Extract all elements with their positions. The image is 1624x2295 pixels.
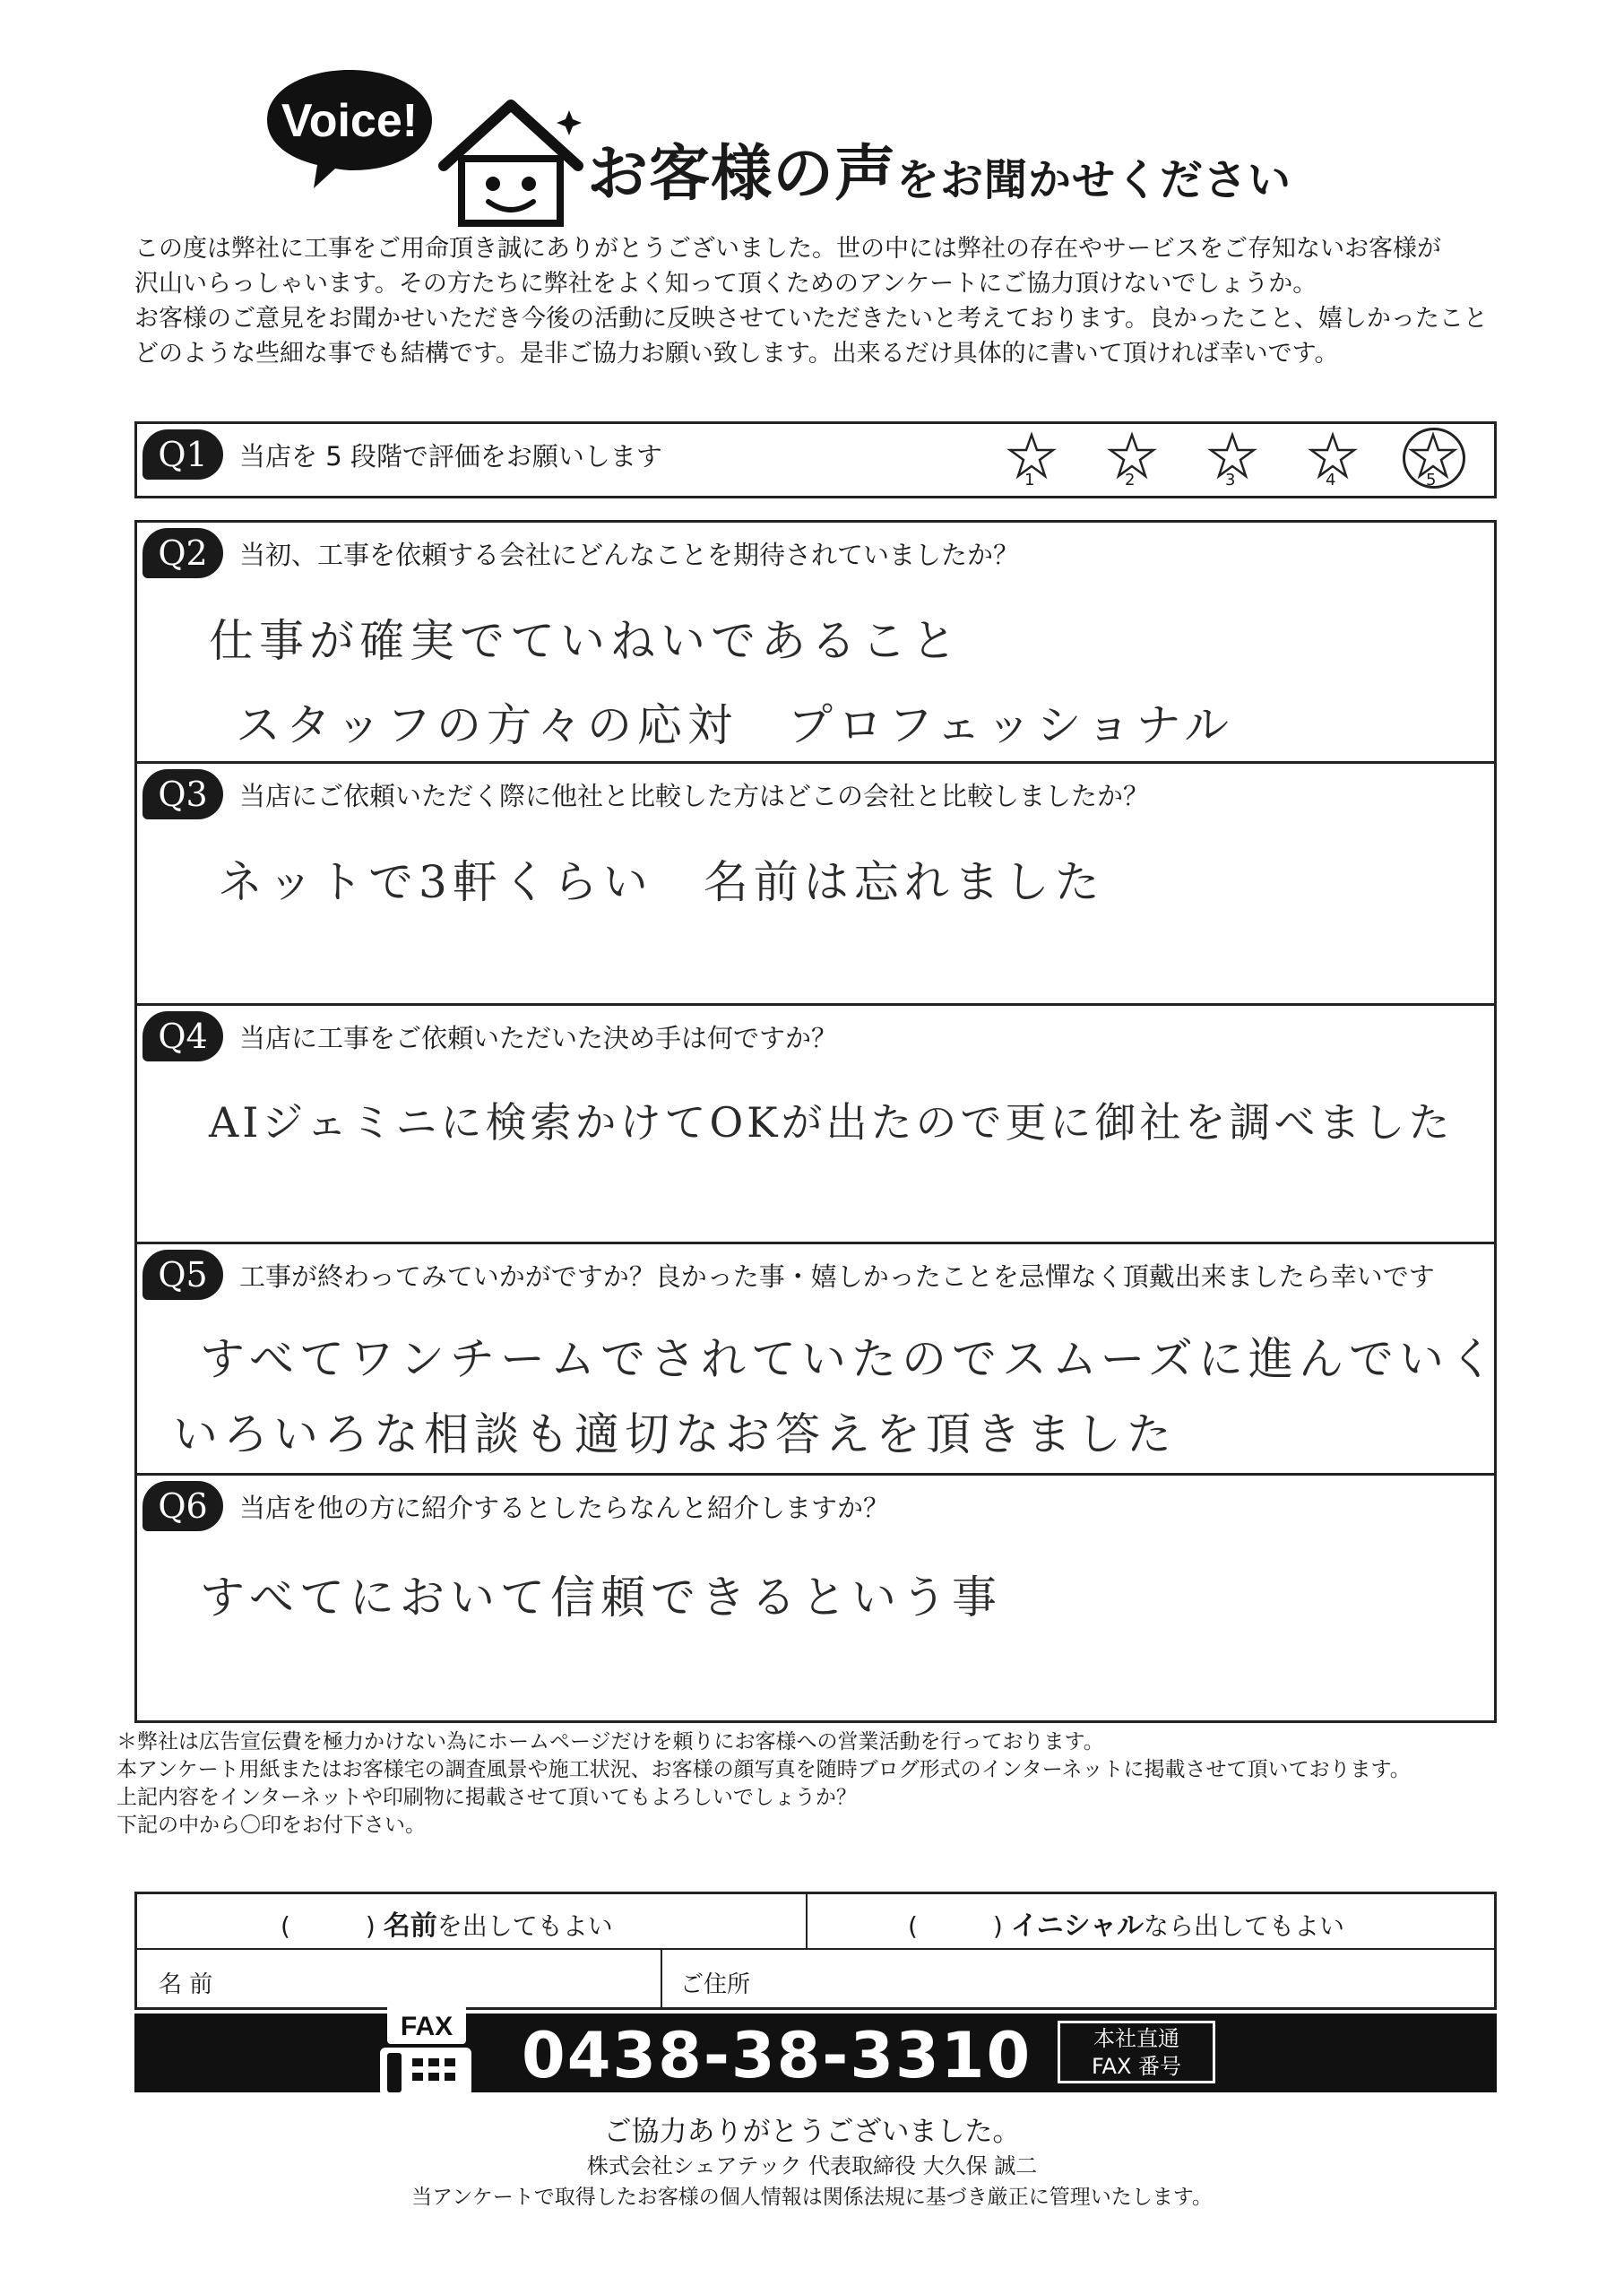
consent-option-initial[interactable]: ( ) イニシャルなら出してもよい	[908, 1910, 1344, 1942]
publication-notes	[117, 1728, 1411, 1840]
question-text: 当店にご依頼いただく際に他社と比較した方はどこの会社と比較しましたか？	[239, 780, 1150, 811]
consent-form	[134, 1892, 1497, 2010]
handwritten-answer: 仕事が確実でていねいであること	[209, 615, 962, 667]
smiling-house-icon	[435, 94, 587, 229]
star-icon-selected[interactable]	[1408, 431, 1458, 489]
handwritten-answer: いろいろな相談も適切なお答えを頂きました	[173, 1408, 1177, 1460]
question-number-badge: Q1	[143, 429, 223, 480]
svg-text:Voice!: Voice!	[281, 95, 419, 147]
question-6-box	[134, 1476, 1497, 1723]
star-icon[interactable]	[1107, 431, 1157, 489]
page-header	[260, 54, 1425, 215]
svg-text:FAX: FAX	[400, 2012, 454, 2041]
question-number-badge: Q5	[143, 1250, 223, 1300]
footer-thanks: ご協力ありがとうございました。	[603, 2116, 1021, 2148]
question-2-box	[134, 520, 1497, 764]
note-line: 下記の中から〇印をお付下さい。	[117, 1814, 426, 1837]
footer-company: 株式会社シェアテック 代表取締役 大久保 誠二	[586, 2153, 1038, 2178]
address-field-label: ご住所	[680, 1971, 751, 1998]
intro-line: この度は弊社に工事をご用命頂き誠にありがとうございました。世の中には弊社の存在やサービスをご存知ないお客様が	[134, 235, 1441, 263]
star-number: 1	[1024, 471, 1035, 489]
footer-privacy: 当アンケートで取得したお客様の個人情報は関係法規に基づき厳正に管理いたします。	[411, 2186, 1213, 2209]
page-title: お客様の声をお聞かせください	[587, 139, 1292, 210]
question-number-badge: Q2	[143, 528, 223, 578]
intro-line: 沢山いらっしゃいます。その方たちに弊社をよく知って頂くためのアンケートにご協力頂けないでしょうか。	[134, 270, 1317, 298]
handwritten-answer: AIジェミニに検索かけてOKが出たので更に御社を調べました	[209, 1098, 1454, 1147]
handwritten-answer: スタッフの方々の応対 プロフェッショナル	[236, 699, 1234, 751]
question-number-badge: Q4	[143, 1011, 223, 1061]
question-text: 当店を 5 段階で評価をお願いします	[239, 440, 662, 472]
star-number: 3	[1225, 471, 1236, 489]
intro-line: お客様のご意見をお聞かせいただき今後の活動に反映させていただきたいと考えております。良かったこと、嬉しかったこと	[134, 305, 1488, 333]
star-icon[interactable]	[1308, 431, 1358, 489]
question-4-box	[134, 1006, 1497, 1244]
question-text: 当店を他の方に紹介するとしたらなんと紹介しますか？	[239, 1492, 890, 1523]
handwritten-answer: すべてにおいて信頼できるという事	[200, 1572, 1002, 1624]
fax-direct-label: 本社直通 FAX 番号	[1058, 2021, 1215, 2083]
note-line: 本アンケート用紙またはお客様宅の調査風景や施工状況、お客様の顔写真を随時ブログ形式のインターネットに掲載させて頂いております。	[117, 1758, 1411, 1781]
fax-machine-icon	[376, 2001, 475, 2100]
handwritten-answer: ネットで3軒くらい 名前は忘れました	[218, 856, 1105, 908]
question-1-box	[134, 421, 1497, 498]
question-text: 当初、工事を依頼する会社にどんなことを期待されていましたか？	[239, 539, 1020, 570]
star-icon[interactable]	[1207, 431, 1257, 489]
question-number-badge: Q6	[143, 1481, 223, 1531]
note-line: 上記内容をインターネットや印刷物に掲載させて頂いてもよろしいでしょうか？	[117, 1786, 857, 1809]
intro-paragraph	[134, 231, 1533, 371]
consent-option-name[interactable]: ( ) 名前を出してもよい	[281, 1910, 613, 1942]
question-text: 工事が終わってみていかがですか？良かった事・嬉しかったことを忌憚なく頂戴出来ましたら幸いです	[239, 1260, 1435, 1292]
star-number: 4	[1326, 471, 1336, 489]
question-text: 当店に工事をご依頼いただいた決め手は何ですか？	[239, 1022, 838, 1053]
intro-line: どのような些細な事でも結構です。是非ご協力お願い致します。出来るだけ具体的に書いて頂ければ幸いです。	[134, 340, 1339, 368]
voice-bubble-logo	[260, 63, 439, 193]
fax-bar	[134, 2014, 1497, 2092]
star-number: 5	[1426, 471, 1437, 489]
name-field-label: 名 前	[159, 1971, 213, 1998]
fax-number: 0438-38-3310	[522, 2019, 1032, 2092]
question-number-badge: Q3	[143, 769, 223, 819]
question-5-box	[134, 1244, 1497, 1476]
rating-stars[interactable]	[1006, 431, 1458, 489]
star-number: 2	[1125, 471, 1136, 489]
note-line: ＊弊社は広告宣伝費を極力かけない為にホームページだけを頼りにお客様への営業活動を行っております。	[117, 1730, 1104, 1754]
question-3-box	[134, 764, 1497, 1006]
handwritten-answer: すべてワンチームでされていたのでスムーズに進んでいく	[200, 1333, 1499, 1385]
star-icon[interactable]	[1006, 431, 1057, 489]
